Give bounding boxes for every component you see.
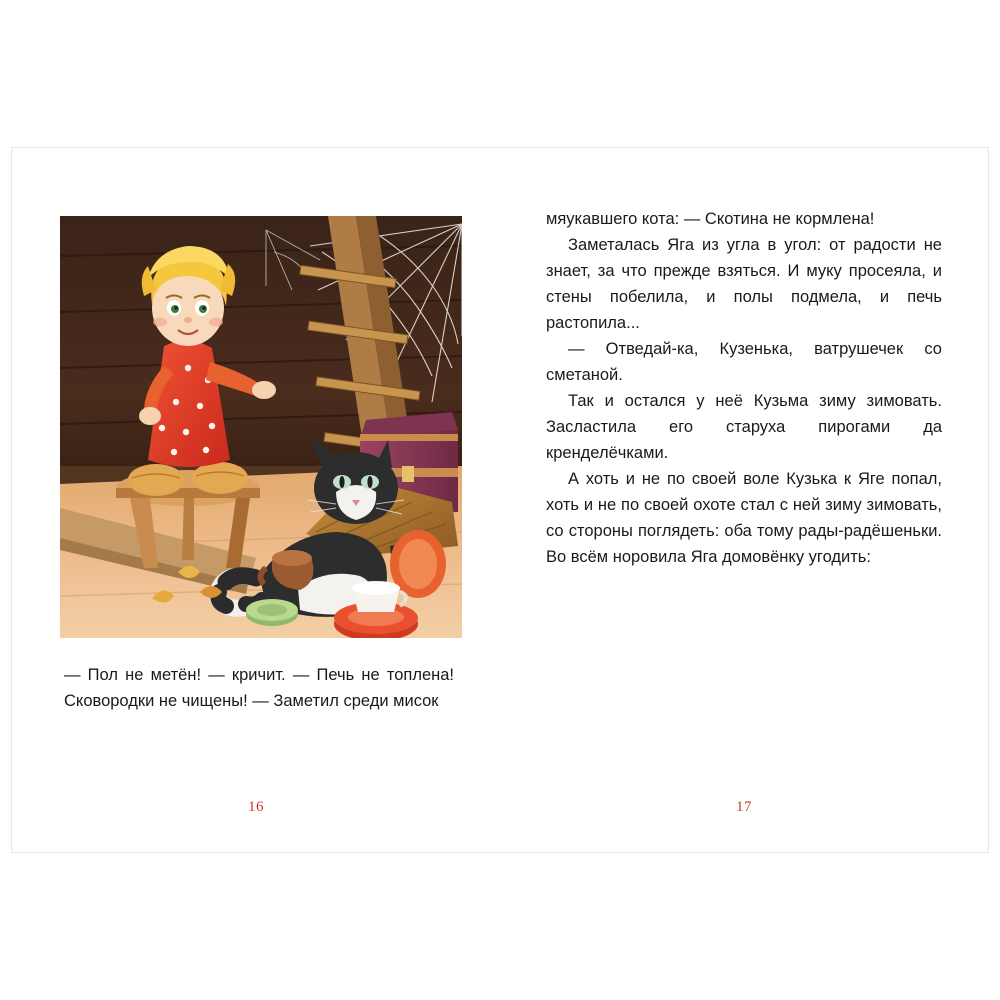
kuzya-and-cat-illustration [60, 216, 462, 638]
paragraph: мяукавшего кота: — Скотина не кормлена! [546, 210, 875, 228]
paragraph: А хоть и не по своей воле Кузька к Яге попал, хоть и не по своей охоте стал с ней зиму зимовать, со стороны поглядеть: оба тому рады-радёшеньки. Во всём норовила Яга домовёнку угодить: [546, 470, 942, 566]
paragraph: — Пол не метён! — кричит. — Печь не топлена! Сковородки не чищены! — Заметил среди мисок [64, 666, 454, 710]
page-number-left: 16 [248, 799, 264, 815]
right-page-text [546, 206, 942, 570]
page-number-right: 17 [736, 799, 752, 815]
paragraph: Так и остался у неё Кузьма зиму зимовать. Засластила его старуха пирогами да кренделёчками. [546, 392, 942, 462]
left-page [12, 148, 500, 852]
illustration-svg [60, 216, 462, 638]
paragraph: — Отведай-ка, Кузенька, ватрушечек со сметаной. [546, 340, 942, 384]
book-spread [12, 148, 988, 852]
paragraph: Заметалась Яга из угла в угол: от радости не знает, за что прежде взяться. И муку просеяла, и стены побелила, и полы подмела, и печь растопила... [546, 236, 942, 332]
left-page-text [54, 662, 460, 714]
right-page [500, 148, 988, 852]
green-bowl-shape [246, 599, 298, 626]
